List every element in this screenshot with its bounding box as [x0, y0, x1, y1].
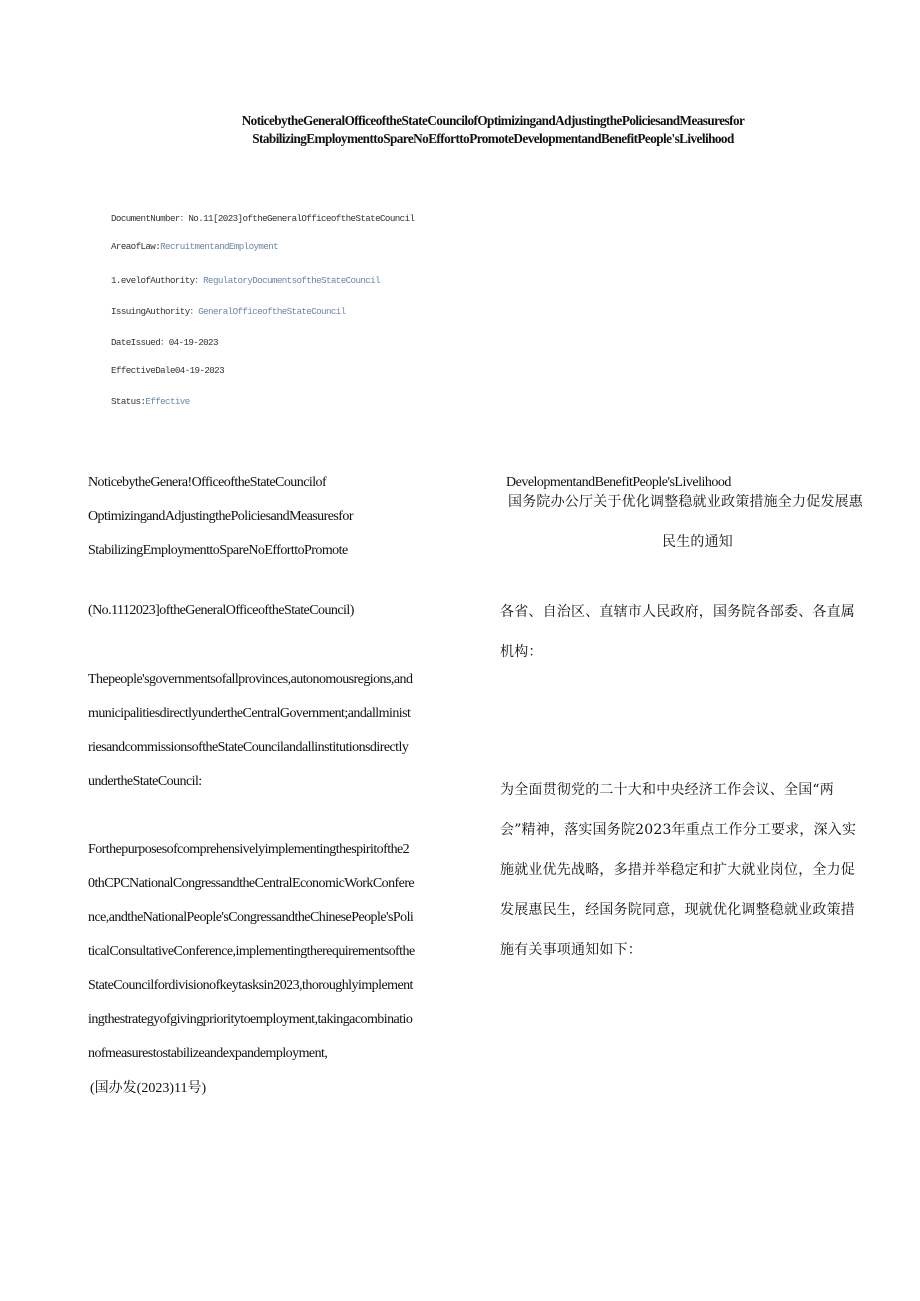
meta-label: IssuingAuthority： [111, 306, 199, 317]
left-heading-line: NoticebytheGenera!OfficeoftheStateCouncilof [88, 475, 327, 490]
right-body-line: 会”精神，落实国务院2023年重点工作分工要求，深入实 [500, 822, 857, 838]
meta-issuing-authority [111, 303, 346, 317]
left-body-line: StateCouncilfordivisionofkeytasksin2023,thoroughlyimplement [88, 978, 413, 993]
meta-link-issuer[interactable]: GeneralOfficeoftheStateCouncil [198, 306, 346, 317]
meta-label: 1.evelofAuthority： [111, 275, 204, 286]
right-addressee-line: 各省、自治区、直辖市人民政府，国务院各部委、各直属 [500, 604, 855, 620]
left-body [88, 833, 498, 1071]
right-heading-en: DevelopmentandBenefitPeople'sLivelihood [506, 475, 731, 490]
meta-label: DocumentNumber： [111, 213, 189, 224]
meta-value: 04-19-2023 [168, 337, 218, 348]
right-body-line: 施有关事项通知如下： [500, 942, 642, 958]
meta-label: AreaofLaw: [111, 241, 161, 252]
right-heading-cn-line: 民生的通知 [662, 534, 733, 550]
right-body-line: 发展惠民生，经国务院同意，现就优化调整稳就业政策措 [500, 902, 855, 918]
right-heading-cn [508, 482, 908, 562]
meta-value: 04-19-2023 [174, 365, 225, 376]
title-line-1: NoticebytheGeneralOfficeoftheStateCouncilofOptimizingandAdjustingthePoliciesandMeasuresfor [241, 113, 745, 128]
title-line-2: StabilizingEmploymenttoSpareNoEfforttoPromoteDevelopmentandBenefitPeople'sLivelihood [252, 131, 734, 146]
meta-area-of-law [111, 241, 278, 252]
meta-date-issued [111, 334, 218, 348]
meta-link-area[interactable]: RecruitmentandEmployment [160, 241, 279, 252]
meta-level-of-authority [111, 272, 380, 286]
left-body-line: ingthestrategyofgivingprioritytoemployment,takingacombinatio [88, 1012, 413, 1027]
left-body-line: 0thCPCNationalCongressandtheCentralEconomicWorkConfere [88, 876, 415, 891]
left-doc-number: (No.1112023]oftheGeneralOfficeoftheStateCouncil) [88, 603, 354, 618]
left-heading-line: StabilizingEmploymenttoSpareNoEfforttoPromote [88, 543, 348, 558]
left-body-line: Forthepurposesofcomprehensivelyimplementingthespiritofthe2 [88, 842, 410, 857]
left-addressee-line: undertheStateCouncil: [88, 774, 202, 789]
left-addressee-line: Thepeople'sgovernmentsofallprovinces,autonomousregions,and [88, 672, 413, 687]
meta-label: DateIssued： [111, 337, 169, 348]
right-body-line: 施就业优先战略，多措并举稳定和扩大就业岗位，全力促 [500, 862, 855, 878]
left-addressee-line: riesandcommissionsoftheStateCouncilandallinstitutionsdirectly [88, 740, 409, 755]
meta-document-number [111, 210, 414, 224]
left-body-line: nce,andtheNationalPeople'sCongressandtheChinesePeople'sPoli [88, 910, 414, 925]
right-addressee [500, 592, 900, 672]
left-body-line: ticalConsultativeConference,implementingtherequirementsofthe [88, 944, 415, 959]
left-heading-line: OptimizingandAdjustingthePoliciesandMeasuresfor [88, 509, 353, 524]
left-heading [88, 466, 498, 568]
left-cn-doc-number: (国办发(2023)11号) [90, 1081, 207, 1096]
meta-link-status[interactable]: Effective [145, 396, 190, 407]
right-heading-cn-line: 国务院办公厅关于优化调整稳就业政策措施全力促发展惠 [508, 494, 863, 510]
left-addressee-line: municipalitiesdirectlyundertheCentralGovernment;andallminist [88, 706, 411, 721]
right-body [500, 770, 900, 970]
meta-effective-date [111, 365, 224, 376]
meta-value: No.11[2023]oftheGeneralOfficeoftheStateCouncil [188, 213, 415, 224]
meta-link-level[interactable]: RegulatoryDocumentsoftheStateCouncil [203, 275, 381, 286]
meta-label: Status: [111, 396, 146, 407]
right-body-line: 为全面贯彻党的二十大和中央经济工作会议、全国“两 [500, 782, 834, 798]
meta-status [111, 396, 190, 407]
document-title [0, 112, 920, 148]
right-addressee-line: 机构： [500, 644, 543, 660]
left-addressee [88, 663, 498, 799]
left-body-line: nofmeasurestostabilizeandexpandemployment, [88, 1046, 328, 1061]
meta-label: EffectiveDale [111, 365, 175, 376]
